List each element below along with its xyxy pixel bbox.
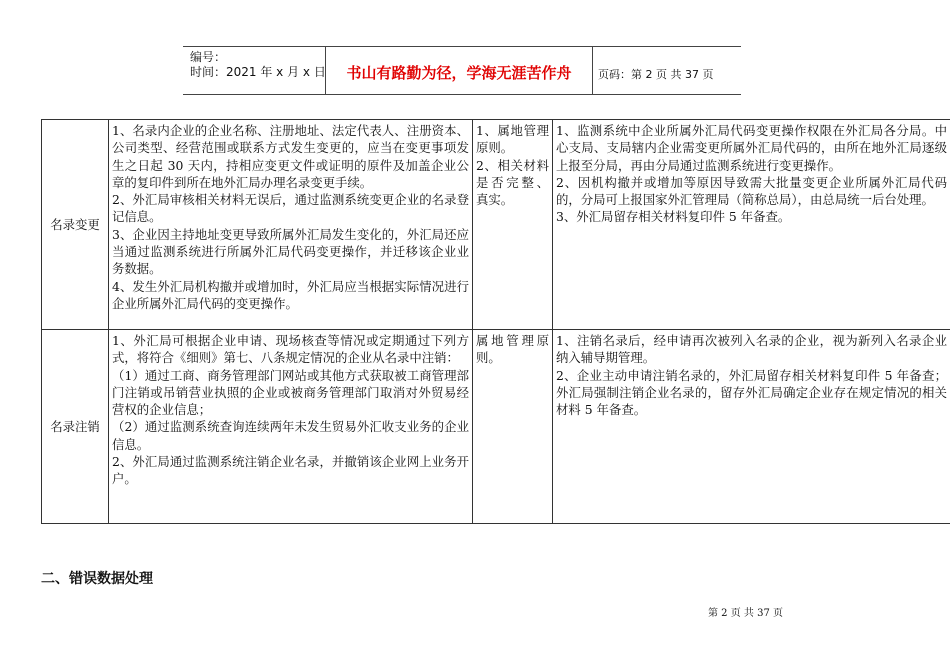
procedure-item: 1、外汇局可根据企业申请、现场核查等情况或定期通过下列方式，将符合《细则》第七、八条规定情况的企业从名录中注销： — [112, 333, 469, 366]
notes-cell — [553, 120, 950, 330]
row-label: 名录注销 — [42, 330, 109, 524]
procedure-cell — [109, 120, 473, 330]
header-meta — [190, 50, 326, 80]
procedure-table — [41, 119, 950, 524]
review-cell — [473, 120, 553, 330]
procedure-item: （2）通过监测系统查询连续两年未发生贸易外汇收支业务的企业信息。 — [112, 419, 469, 452]
notes-item: 1、注销名录后，经申请再次被列入名录的企业，视为新列入名录企业纳入辅导期管理。 — [556, 333, 947, 366]
header-motto: 书山有路勤为径，学海无涯苦作舟 — [346, 64, 572, 82]
review-item: 2、相关材料是否完整、真实。 — [476, 157, 549, 208]
procedure-item: 1、名录内企业的企业名称、注册地址、法定代表人、注册资本、公司类型、经营范围或联系方式发生变更的，应当在变更事项发生之日起 30 天内，持相应变更文件或证明的原件及加盖企业公章的复印件到所在地外汇局办理名录变更手续。 — [112, 123, 469, 190]
notes-item: 3、外汇局留存相关材料复印件 5 年备查。 — [556, 209, 791, 225]
header-bottom-rule — [183, 94, 741, 95]
header-top-rule — [183, 46, 741, 47]
notes-item: 2、企业主动申请注销名录的，外汇局留存相关材料复印件 5 年备查；外汇局强制注销企业名录的，留存外汇局确定企业存在规定情况的相关材料 5 年备查。 — [556, 367, 947, 418]
procedure-item: 2、外汇局审核相关材料无误后，通过监测系统变更企业的名录登记信息。 — [112, 192, 469, 225]
page-footer: 第 2 页 共 37 页 — [708, 608, 783, 619]
notes-cell — [553, 330, 950, 524]
table-row — [42, 120, 950, 330]
procedure-item: 4、发生外汇局机构撤并或增加时，外汇局应当根据实际情况进行企业所属外汇局代码的变更操作。 — [112, 278, 469, 311]
review-cell — [473, 330, 553, 524]
review-item: 1、属地管理原则。 — [476, 123, 549, 156]
header-separator — [592, 46, 593, 95]
table-row — [42, 330, 950, 524]
review-item: 属地管理原则。 — [476, 333, 549, 366]
procedure-item: 2、外汇局通过监测系统注销企业名录，并撤销该企业网上业务开户。 — [112, 454, 469, 487]
section-title: 二、错误数据处理 — [41, 571, 153, 587]
procedure-cell — [109, 330, 473, 524]
procedure-item: 3、企业因主持地址变更导致所属外汇局发生变化的，外汇局还应当通过监测系统进行所属外汇局代码变更操作，并迁移该企业业务数据。 — [112, 226, 469, 277]
header-number: 编号： — [190, 50, 227, 64]
row-label: 名录变更 — [42, 120, 109, 330]
procedure-item: （1）通过工商、商务管理部门网站或其他方式获取被工商管理部门注销或吊销营业执照的企业或被商务管理部门取消对外贸易经营权的企业信息； — [112, 367, 469, 418]
header-time: 时间：2021 年 x 月 x 日 — [190, 65, 326, 79]
notes-item: 1、监测系统中企业所属外汇局代码变更操作权限在外汇局各分局。中心支局、支局辖内企业需变更所属外汇局代码的，由所在地外汇局逐级上报至分局，再由分局通过监测系统进行变更操作。 — [556, 123, 947, 173]
header-page-number: 页码：第 2 页 共 37 页 — [598, 68, 714, 81]
notes-item: 2、因机构撤并或增加等原因导致需大批量变更企业所属外汇局代码的，分局可上报国家外汇管理局（简称总局），由总局统一后台处理。 — [556, 174, 947, 208]
